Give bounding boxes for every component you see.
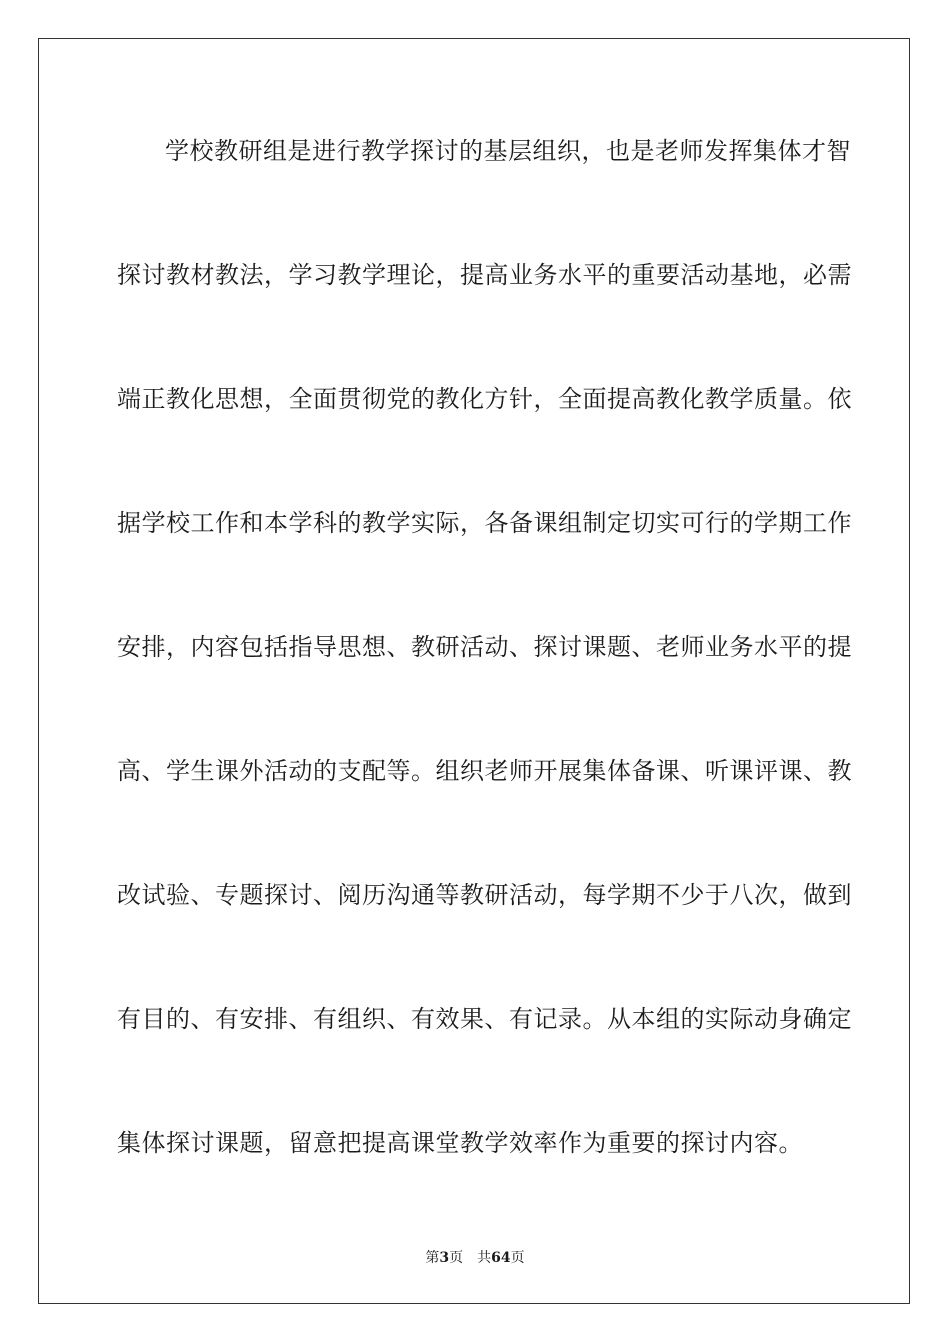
paragraph-line-1: 学校教研组是进行教学探讨的基层组织，也是老师发挥集体才智	[165, 137, 851, 165]
paragraph-line-5: 安排，内容包括指导思想、教研活动、探讨课题、老师业务水平的提	[117, 633, 852, 661]
page-footer	[0, 1247, 950, 1267]
total-pages: 64	[491, 1250, 511, 1266]
paragraph-line-2: 探讨教材教法，学习教学理论，提高业务水平的重要活动基地，必需	[117, 261, 852, 289]
total-prefix: 共	[477, 1250, 492, 1266]
total-suffix: 页	[510, 1250, 525, 1266]
paragraph-line-8: 有目的、有安排、有组织、有效果、有记录。从本组的实际动身确定	[117, 1005, 852, 1033]
page-border	[38, 38, 910, 1304]
page-number: 3	[439, 1250, 450, 1266]
paragraph-line-6: 高、学生课外活动的支配等。组织老师开展集体备课、听课评课、教	[117, 757, 852, 785]
page-suffix: 页	[449, 1250, 464, 1266]
paragraph-line-3: 端正教化思想，全面贯彻党的教化方针，全面提高教化教学质量。依	[117, 385, 852, 413]
page-prefix: 第	[425, 1250, 440, 1266]
paragraph-line-9: 集体探讨课题，留意把提高课堂教学效率作为重要的探讨内容。	[117, 1129, 803, 1157]
paragraph-line-4: 据学校工作和本学科的教学实际，各备课组制定切实可行的学期工作	[117, 509, 852, 537]
paragraph-line-7: 改试验、专题探讨、阅历沟通等教研活动，每学期不少于八次，做到	[117, 881, 852, 909]
